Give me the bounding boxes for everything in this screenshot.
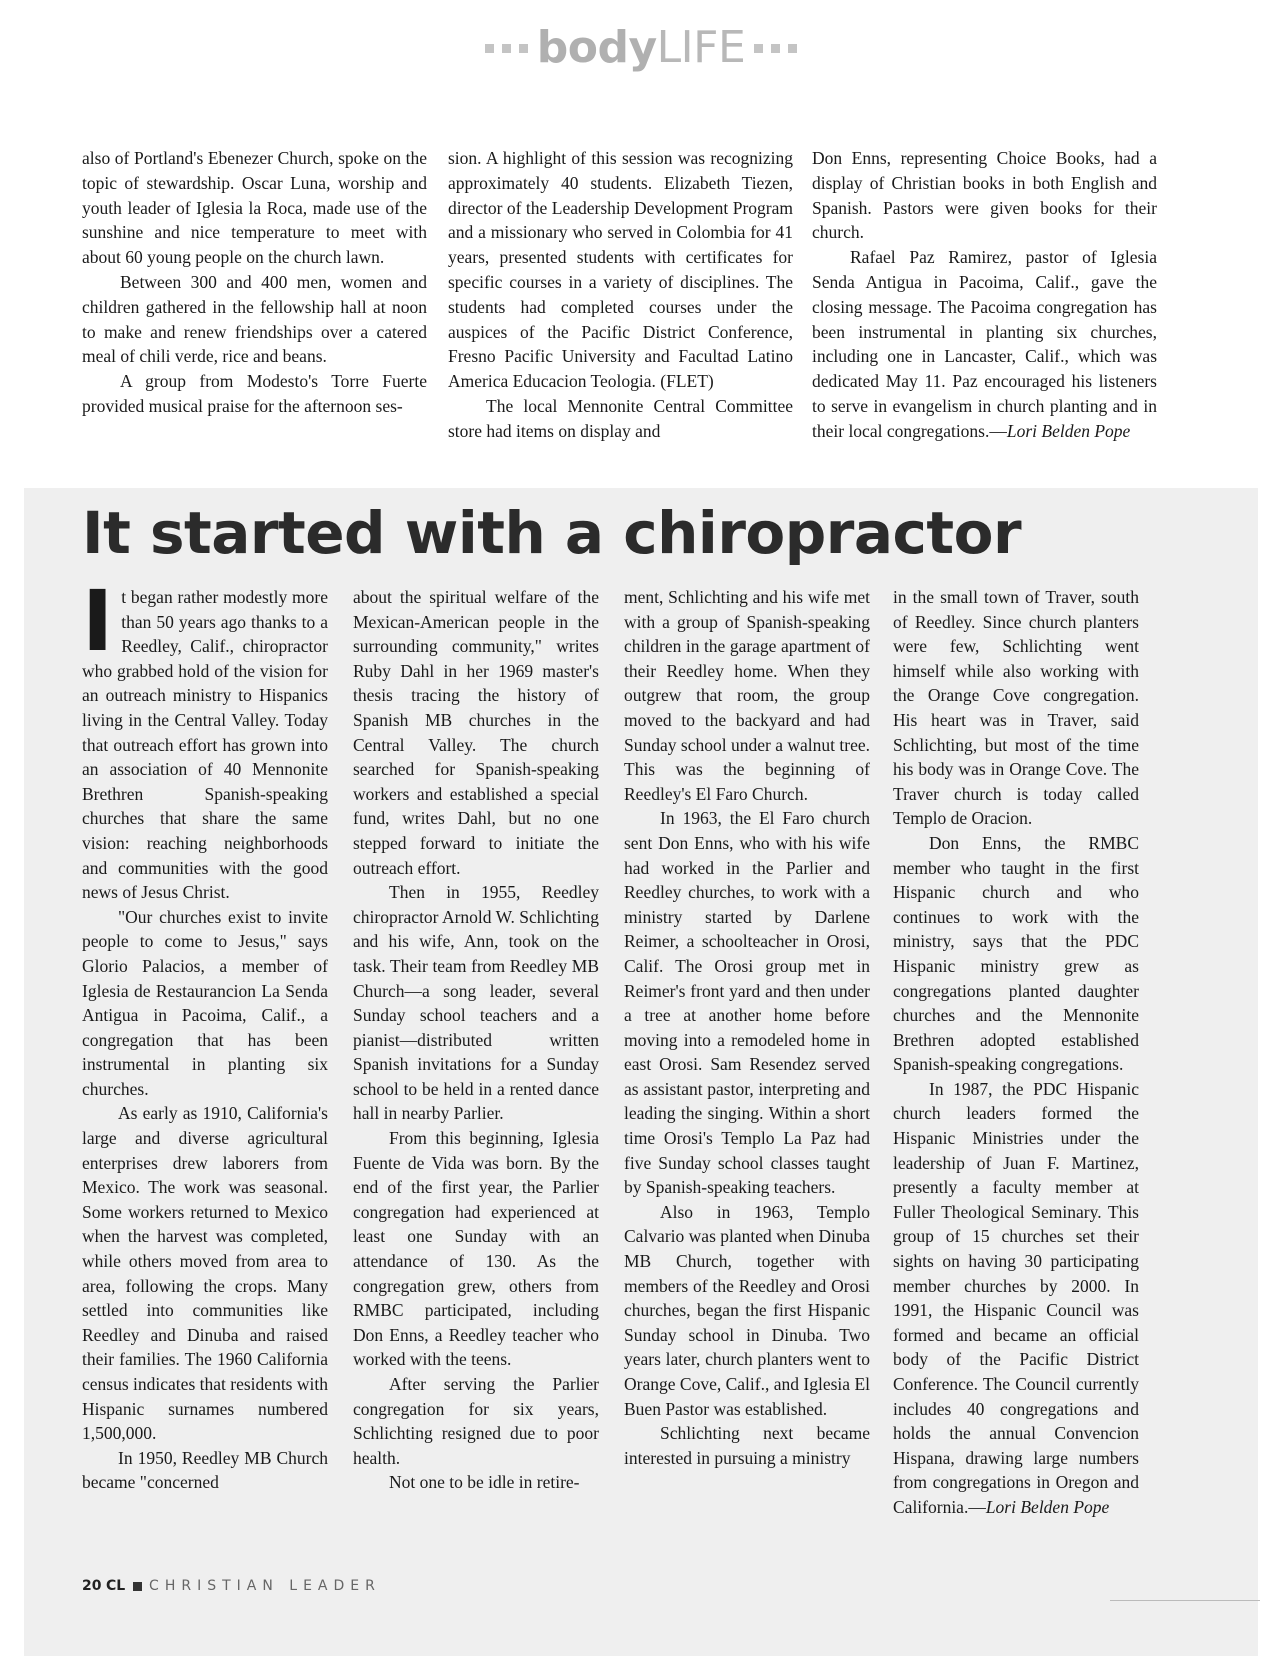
footer-separator-square [133,1582,142,1591]
paragraph: From this beginning, Iglesia Fuente de Vida was born. By the end of the first year, the Parlier congregation had experienced at least one Sunday with an attendance of 130. As the congregation grew, others from RMBC participated, including Don Enns, a Reedley teacher who worked with the teens. [353,1128,599,1370]
top-article-column-3 [812,146,1157,444]
feature-column-1 [82,572,328,1495]
paragraph-text: In 1987, the PDC Hispanic church leaders formed the Hispanic Ministries under the leadership of Juan F. Martinez, presently a faculty member at Fuller Theological Seminary. This group of 15 churches set their sights on having 30 participating member churches by 2000. In 1991, the Hispanic Council was formed and became an official body of the Pacific District Conference. The Council currently includes 40 congregations and holds the annual Convencion Hispana, drawing large numbers from congregations in Oregon and California.— [893,1078,1139,1517]
paragraph: After serving the Parlier congregation for six years, Schlichting resigned due to poor health. [353,1374,599,1468]
paragraph: Don Enns, the RMBC member who taught in the first Hispanic church and who continues to work with the ministry, says that the PDC Hispanic ministry grew as congregations planted daughter churches and the Mennonite Brethren adopted established Spanish-speaking congregations. [893,832,1139,1075]
top-article-column-1 [82,146,427,419]
paragraph: Then in 1955, Reedley chiropractor Arnold W. Schlichting and his wife, Ann, took on the task. Their team from Reedley MB Church—a song leader, several Sunday school teachers and a pianist—distributed written Spanish invitations for a Sunday school to be held in a rented dance hall in nearby Parlier. [353,882,599,1124]
paragraph: also of Portland's Ebenezer Church, spoke on the topic of stewardship. Oscar Luna, worship and youth leader of Iglesia la Roca, made use of the sunshine and nice temperature to meet with about 60 young people on the church lawn. [82,148,427,268]
paragraph: As early as 1910, California's large and diverse agricultural enterprises drew laborers from Mexico. The work was seasonal. Some workers returned to Mexico when the harvest was completed, while others moved from area to area, following the crops. Many settled into communities like Reedley and Dinuba and raised their families. The 1960 California census indicates that residents with Hispanic surnames numbered 1,500,000. [82,1103,328,1444]
paragraph: Schlichting next became interested in pursuing a ministry [624,1423,870,1468]
feature-column-2 [353,585,599,1495]
paragraph: Between 300 and 400 men, women and children gathered in the fellowship hall at noon to make and renew friendships over a catered meal of chili verde, rice and beans. [82,271,427,367]
paragraph [812,245,1157,443]
paragraph: "Our churches exist to invite people to come to Jesus," says Glorio Palacios, a member of Iglesia de Restaurancion La Senda Antigua in Pacoima, Calif., a congregation that has been instrumental in planting six churches. [82,906,328,1099]
section-title [537,22,746,73]
paragraph: about the spiritual welfare of the Mexican-American people in the surrounding community," writes Ruby Dahl in her 1969 master's thesis tracing the history of Spanish MB churches in the Central Valley. The church searched for Spanish-speaking workers and established a special fund, writes Dahl, but no one stepped forward to initiate the outreach effort. [353,587,599,878]
author-signature: Lori Belden Pope [1006,420,1131,441]
paragraph: in the small town of Traver, south of Reedley. Since church planters were few, Schlichting went himself while also working with the Orange Cove congregation. His heart was in Traver, said Schlichting, but most of the time his body was in Orange Cove. The Traver church is today called Templo de Oracion. [893,587,1139,829]
paragraph: In 1950, Reedley MB Church became "concerned [82,1447,328,1493]
magazine-name: CHRISTIAN LEADER [149,1578,381,1594]
drop-cap: I [82,572,114,670]
top-article-column-2 [448,146,793,444]
feature-column-4 [893,585,1139,1520]
paragraph: The local Mennonite Central Committee store had items on display and [448,395,793,441]
feature-column-3 [624,585,870,1470]
page-footer [82,1578,381,1602]
paragraph: ment, Schlichting and his wife met with a group of Spanish-speaking children in the garage apartment of their Reedley home. When they outgrew that room, the group moved to the backyard and had Sunday school under a walnut tree. This was the beginning of Reedley's El Faro Church. [624,587,870,804]
paragraph [82,572,328,905]
section-header [0,22,1282,82]
paragraph: In 1963, the El Faro church sent Don Enns, who with his wife had worked in the Parlier and Reedley churches, to work with a ministry started by Darlene Reimer, a schoolteacher in Orosi, Calif. The Orosi group met in Reimer's front yard and then under a tree at another home before moving into a remodeled home in east Orosi. Sam Resendez served as assistant pastor, interpreting and leading the singing. Within a short time Orosi's Templo La Paz had five Sunday school classes taught by Spanish-speaking teachers. [624,808,870,1198]
section-title-bold: body [536,22,657,73]
paragraph [893,1077,1139,1520]
paragraph-text: t began rather modestly more than 50 years ago thanks to a Reedley, Calif., chiropractor who grabbed hold of the vision for an outreach ministry to Hispanics living in the Central Valley. Today that outreach effort has grown into an association of 40 Mennonite Brethren Spanish-speaking churches that share the same vision: reaching neighborhoods and communities with the good news of Jesus Christ. [82,587,328,903]
paragraph-text: Rafael Paz Ramirez, pastor of Iglesia Senda Antigua in Pacoima, Calif., gave the closing message. The Pacoima congregation has been instrumental in planting six churches, including one in Lancaster, Calif., which was dedicated May 11. Paz encouraged his listeners to serve in evangelism in church planting and in their local congregations.— [812,247,1157,441]
section-title-light: LIFE [656,22,746,73]
page-number: 20 [82,1578,102,1594]
paragraph: Don Enns, representing Choice Books, had a display of Christian books in both English and Spanish. Pastors were given books for their church. [812,148,1157,243]
header-dots-right [750,38,801,57]
feature-headline: It started with a chiropractor [82,499,1022,567]
paragraph: A group from Modesto's Torre Fuerte provided musical praise for the afternoon ses- [82,371,427,416]
paragraph: Not one to be idle in retire- [389,1472,580,1493]
paragraph: Also in 1963, Templo Calvario was planted when Dinuba MB Church, together with members of the Reedley and Orosi churches, began the first Hispanic Sunday school in Dinuba. Two years later, church planters went to Orange Cove, Calif., and Iglesia El Buen Pastor was established. [624,1201,870,1419]
author-signature: Lori Belden Pope [985,1496,1110,1517]
paragraph: sion. A highlight of this session was recognizing approximately 40 students. Elizabeth Tiezen, director of the Leadership Development Program and a missionary who served in Colombia for 41 years, presented students with certificates for specific courses in a variety of disciplines. The students had completed courses under the auspices of the Pacific District Conference, Fresno Pacific University and Facultad Latino America Educacion Teologia. (FLET) [448,148,793,392]
header-dots-left [481,38,532,57]
magazine-logo-abbrev: CL [105,1578,126,1594]
footer-rule [1110,1600,1260,1601]
